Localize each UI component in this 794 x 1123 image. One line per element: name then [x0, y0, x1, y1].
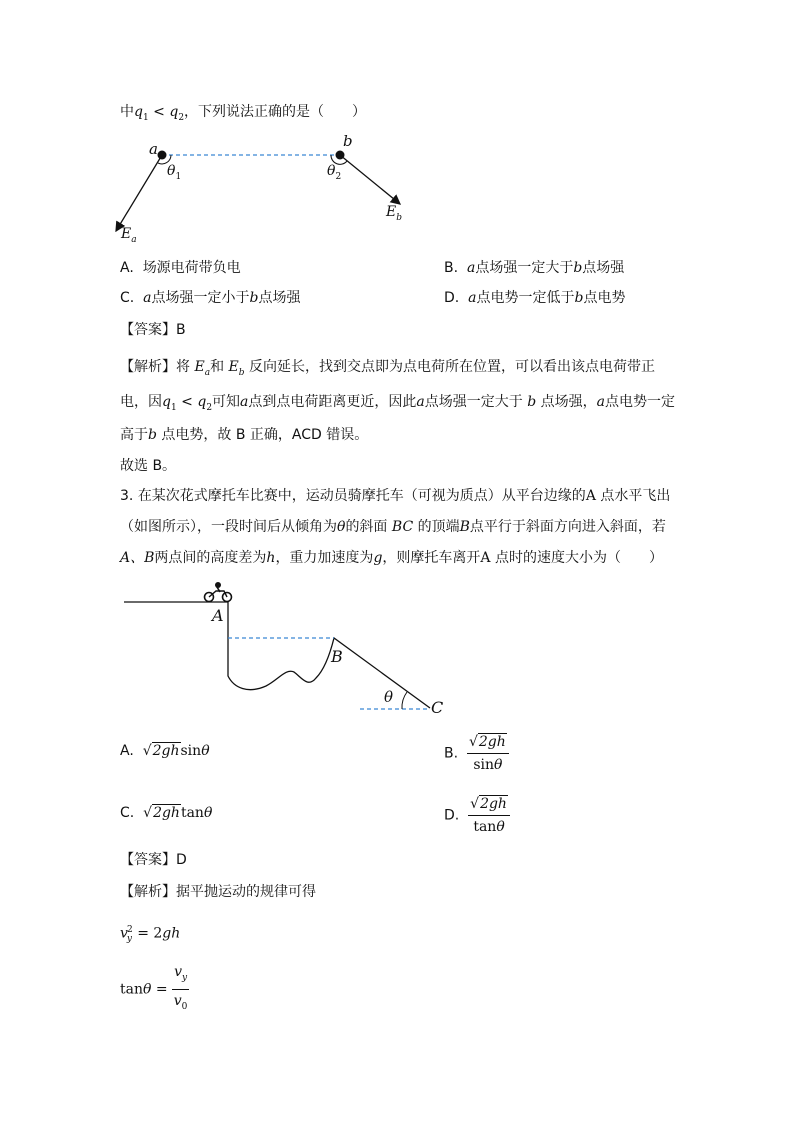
label-theta1: $\theta_1$ — [167, 163, 182, 182]
field-vector-eb — [340, 155, 400, 204]
q3-option-a[interactable]: A. √2ghsinθ — [120, 743, 210, 759]
label-theta: θ — [384, 688, 394, 706]
q3-option-c[interactable]: C. √2ghtanθ — [120, 805, 213, 821]
label-b: b — [343, 132, 353, 150]
label-eb: $E_b$ — [386, 204, 402, 223]
q3-option-d[interactable]: D. $\frac{√2gh}{\tan\theta}$ — [444, 794, 510, 837]
motorcycle-icon — [205, 582, 232, 602]
q3-stem-line1: 3. 在某次花式摩托车比赛中，运动员骑摩托车（可视为质点）从平台边缘的A 点水平飞出 — [120, 488, 671, 504]
q3-stem-line2: （如图所示），一段时间后从倾角为θ的斜面 BC 的顶端B点平行于斜面方向进入斜面，若 — [120, 519, 666, 535]
q3-stem-line3: A、B两点间的高度差为h，重力加速度为g，则摩托车离开A 点时的速度大小为（ ） — [120, 550, 663, 566]
q2-stem: 中$q_1 < q_2$，下列说法正确的是（ ） — [120, 104, 367, 123]
q2-analysis-line1: 【解析】将 $E_a$和 $E_b$ 反向延长，找到交点即为点电荷所在位置，可以看出该点电荷带正 — [120, 359, 655, 378]
motorcycle-ramp-figure — [118, 578, 458, 723]
q2-analysis-line2: 电，因$q_1 < q_2$可知a点到点电荷距离更近，因此a点场强一定大于 b 点场强，a点电势一定 — [120, 394, 675, 413]
angle-arc-theta — [402, 692, 407, 709]
q2-answer: 【答案】B — [120, 322, 186, 338]
label-ea: $E_a$ — [121, 226, 137, 245]
label-a: a — [149, 140, 158, 158]
q3-answer: 【答案】D — [120, 852, 187, 868]
q2-option-b[interactable]: B. a点场强一定大于b点场强 — [444, 260, 625, 276]
q2-conclusion: 故选 B。 — [120, 458, 177, 474]
label-B: B — [331, 647, 343, 666]
q3-analysis: 【解析】据平抛运动的规律可得 — [120, 884, 316, 900]
field-vector-ea — [116, 155, 162, 231]
q2-analysis-line3: 高于b 点电势，故 B 正确，ACD 错误。 — [120, 427, 369, 443]
q3-equation-1: $v_y^2 = 2gh$ — [120, 925, 181, 945]
q2-option-d[interactable]: D. a点电势一定低于b点电势 — [444, 290, 626, 306]
q3-option-b[interactable]: B. $\frac{√2gh}{\sin\theta}$ — [444, 732, 509, 775]
label-C: C — [431, 698, 444, 717]
label-theta2: $\theta_2$ — [327, 163, 342, 182]
q2-option-a[interactable]: A. 场源电荷带负电 — [120, 260, 241, 276]
q2-option-c[interactable]: C. a点场强一定小于b点场强 — [120, 290, 301, 306]
label-A: A — [212, 606, 224, 625]
q3-equation-2: tanθ = $\frac{v_y}{v_0}$ — [120, 964, 188, 1012]
terrain-profile — [228, 602, 430, 708]
